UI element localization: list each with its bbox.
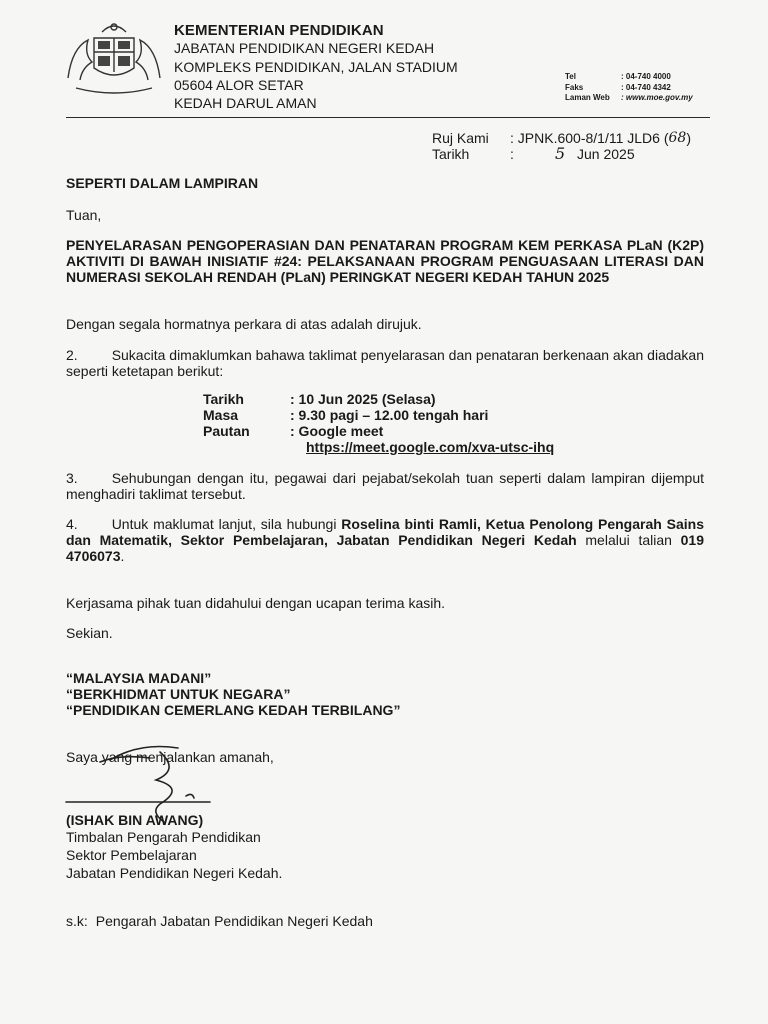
recipient: SEPERTI DALAM LAMPIRAN xyxy=(66,175,259,191)
signatory-title-2: Sektor Pembelajaran xyxy=(66,847,197,863)
contact-label: Tel xyxy=(565,72,576,81)
paragraph-number: 3. xyxy=(66,470,78,486)
reference-block xyxy=(432,130,691,162)
salutation: Tuan, xyxy=(66,207,102,223)
closing-thanks: Kerjasama pihak tuan didahului dengan ucapan terima kasih. xyxy=(66,595,446,611)
detail-label: Tarikh xyxy=(203,391,244,407)
subject: PENYELARASAN PENGOPERASIAN DAN PENATARAN PROGRAM KEM PERKASA PLaN (K2P) AKTIVITI DI BAWAH INISIATIF #24: PELAKSANAAN PROGRAM PENGUASAAN LITERASI DAN NUMERASI SEKOLAH RENDAH (PLaN) PERINGKAT NEGERI KEDAH TAHUN 2025 xyxy=(66,237,704,285)
detail-row-time xyxy=(203,407,554,423)
contact-block xyxy=(565,72,693,104)
reference-number: : JPNK.600-8/1/11 JLD6 ( xyxy=(510,130,669,146)
cc-recipient: Pengarah Jabatan Pendidikan Negeri Kedah xyxy=(95,913,373,929)
detail-value: : 10 Jun 2025 (Selasa) xyxy=(290,391,436,407)
address-line-3: KEDAH DARUL AMAN xyxy=(174,95,317,111)
meeting-details xyxy=(203,391,554,455)
paragraph-2 xyxy=(66,347,704,379)
paragraph-3 xyxy=(66,470,704,502)
detail-value: : 9.30 pagi – 12.00 tengah hari xyxy=(290,407,489,423)
handwritten-day: 5 xyxy=(555,144,566,163)
address-line-1: KOMPLEKS PENDIDIKAN, JALAN STADIUM xyxy=(174,59,458,75)
sign-off: Saya yang menjalankan amanah, xyxy=(66,749,274,765)
handwritten-number: 68 xyxy=(668,130,687,146)
carbon-copy xyxy=(66,913,373,929)
detail-row-date xyxy=(203,391,554,407)
paragraph-text: . xyxy=(120,548,125,564)
signatory-title-1: Timbalan Pengarah Pendidikan xyxy=(66,829,261,845)
paragraph-4 xyxy=(66,516,704,564)
contact-value: : 04-740 4342 xyxy=(621,82,671,92)
paragraph-1: Dengan segala hormatnya perkara di atas adalah dirujuk. xyxy=(66,316,422,332)
paragraph-number: 4. xyxy=(66,516,78,532)
detail-label: Masa xyxy=(203,407,239,423)
paragraph-number: 2. xyxy=(66,347,78,363)
contact-row-web xyxy=(565,93,693,104)
paragraph-text: Sehubungan dengan itu, pegawai dari pejabat/sekolah tuan seperti dalam lampiran dijemput menghadiri taklimat tersebut. xyxy=(66,470,704,502)
contact-person: Roselina binti Ramli, Ketua Penolong Pengarah Sains dan Matematik, Sektor Pembelajaran, Jabatan Pendidikan Negeri Kedah xyxy=(66,516,704,548)
detail-value: : Google meet xyxy=(290,423,384,439)
detail-label: Pautan xyxy=(203,423,250,439)
date-colon: : xyxy=(510,146,514,162)
contact-value: : 04-740 4000 xyxy=(621,72,671,81)
contact-row-tel xyxy=(565,72,693,83)
detail-row-url xyxy=(203,439,554,455)
cc-label: s.k: xyxy=(66,913,88,929)
signatory-name: (ISHAK BIN AWANG) xyxy=(66,812,204,828)
contact-phone: 019 4706073 xyxy=(66,532,704,564)
meeting-link[interactable]: https://meet.google.com/xva-utsc-ihq xyxy=(306,439,555,455)
slogan-3: “PENDIDIKAN CEMERLANG KEDAH TERBILANG” xyxy=(66,702,401,718)
slogan-1: “MALAYSIA MADANI” xyxy=(66,670,212,686)
department-name: JABATAN PENDIDIKAN NEGERI KEDAH xyxy=(174,40,435,56)
paragraph-text: Untuk maklumat lanjut, sila hubungi xyxy=(111,516,342,532)
paragraph-text: Sukacita dimaklumkan bahawa taklimat penyelarasan dan penataran berkenaan akan diadakan seperti ketetapan berikut: xyxy=(66,347,704,379)
letterhead-divider xyxy=(66,117,710,118)
reference-date-row xyxy=(432,146,691,162)
detail-row-link xyxy=(203,423,554,439)
contact-label: Laman Web xyxy=(565,93,610,102)
reference-close: ) xyxy=(686,130,691,146)
address-line-2: 05604 ALOR SETAR xyxy=(174,77,304,93)
signatory-title-3: Jabatan Pendidikan Negeri Kedah. xyxy=(66,865,283,881)
malaysia-coat-of-arms-icon xyxy=(58,18,170,96)
contact-label: Faks xyxy=(565,82,584,92)
date-value: Jun 2025 xyxy=(577,146,635,162)
date-label: Tarikh xyxy=(432,146,470,162)
closing-sekian: Sekian. xyxy=(66,625,113,641)
reference-label: Ruj Kami xyxy=(432,130,489,146)
contact-row-fax xyxy=(565,83,693,94)
ministry-name: KEMENTERIAN PENDIDIKAN xyxy=(174,22,384,39)
contact-value: : www.moe.gov.my xyxy=(621,93,693,102)
slogan-2: “BERKHIDMAT UNTUK NEGARA” xyxy=(66,686,291,702)
paragraph-text: melalui talian xyxy=(576,532,681,548)
